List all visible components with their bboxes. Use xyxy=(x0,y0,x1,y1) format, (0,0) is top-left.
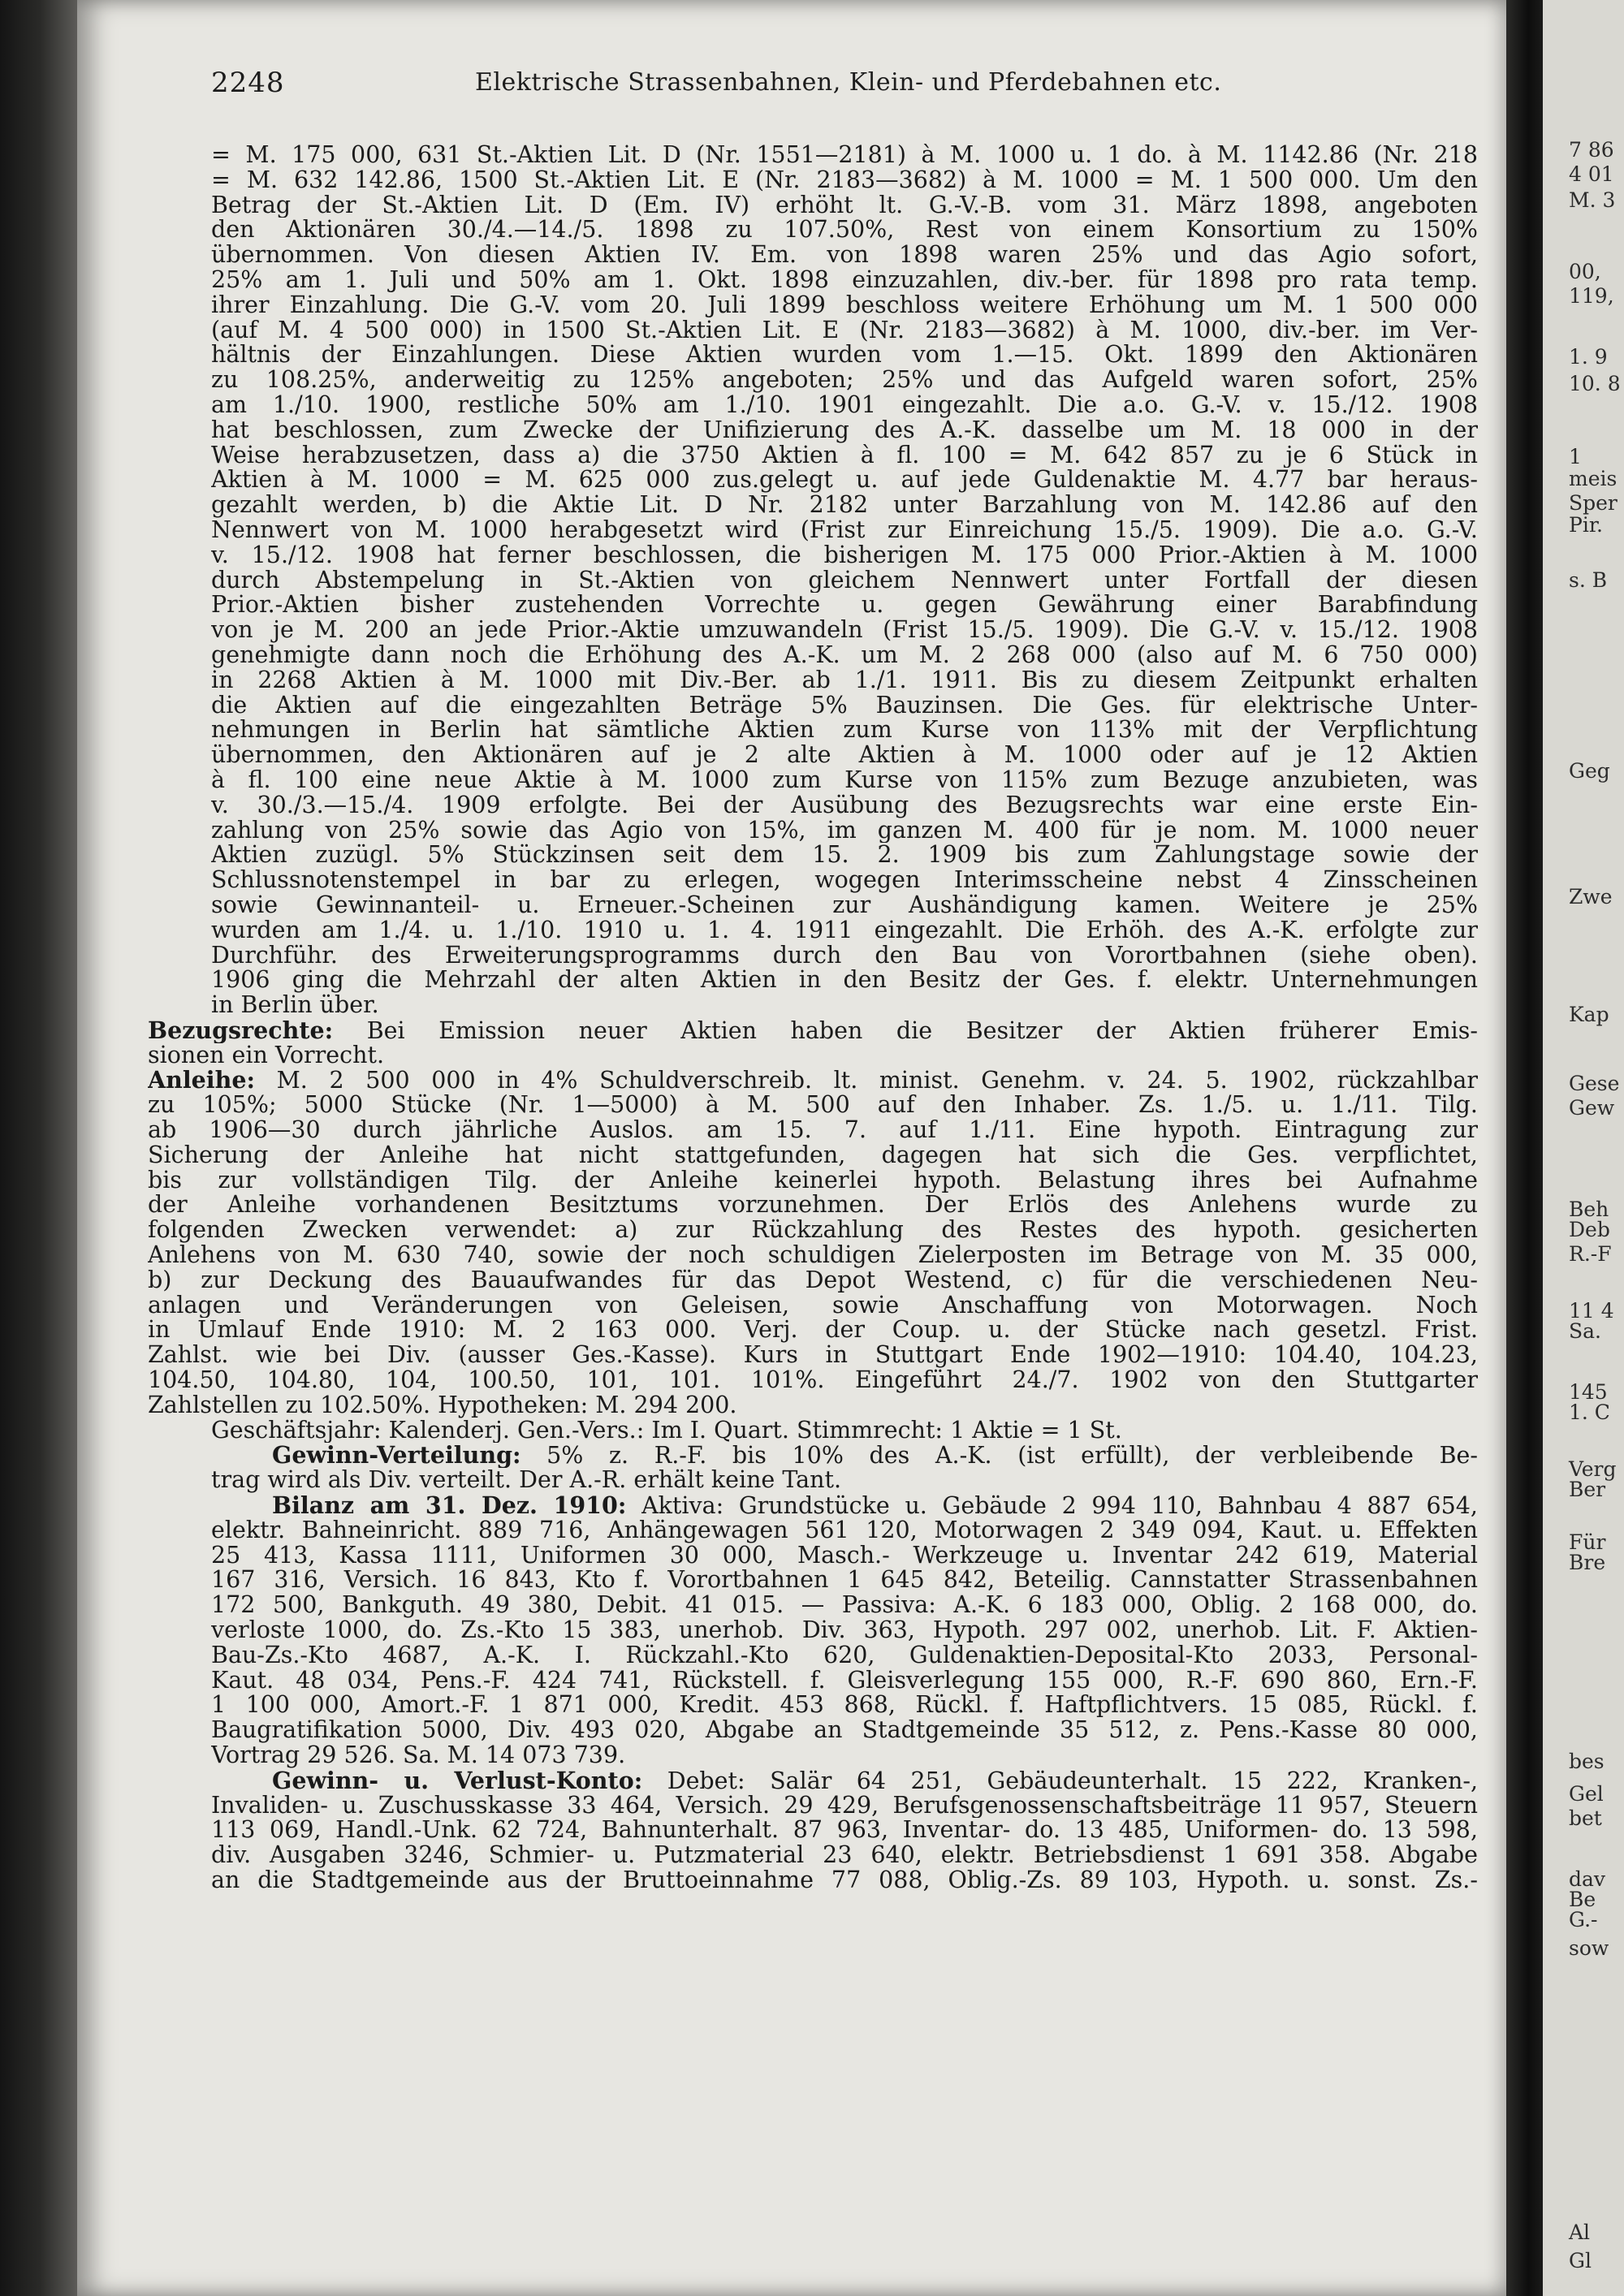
text-line xyxy=(211,843,1478,868)
text-line xyxy=(211,918,1478,943)
text-line xyxy=(211,1868,1478,1893)
line-text: Bei Emission neuer Aktien haben die Besitzer der Aktien früherer Emis- xyxy=(366,1017,1478,1043)
adjacent-page-fragment: Ber xyxy=(1569,1478,1606,1501)
line-text: Anlehens von M. 630 740, sowie der noch schuldigen Zielerposten im Betrage von M. 35 000, xyxy=(148,1243,1478,1268)
line-text: nehmungen in Berlin hat sämtliche Aktien zum Kurse von 113% mit der Verpflichtung xyxy=(211,718,1478,744)
adjacent-page-fragment: Kap xyxy=(1569,1003,1609,1026)
adjacent-page-fragment: 145 xyxy=(1569,1380,1608,1404)
adjacent-page-fragment: Al xyxy=(1569,2220,1591,2244)
text-line xyxy=(211,1543,1478,1569)
line-text: Debet: Salär 64 251, Gebäudeunterhalt. 15 222, Kranken-, xyxy=(667,1767,1478,1793)
line-text: elektr. Bahneinricht. 889 716, Anhängewagen 561 120, Motorwagen 2 349 094, Kaut. u. Effekten xyxy=(211,1517,1478,1543)
text-line xyxy=(211,1593,1478,1618)
line-text: hältnis der Einzahlungen. Diese Aktien wurden vom 1.—15. Okt. 1899 den Aktionären xyxy=(211,343,1478,369)
line-text: Prior.-Aktien bisher zustehenden Vorrechte u. gegen Gewährung einer Barabfindung xyxy=(211,593,1478,619)
line-text: trag wird als Div. verteilt. Der A.-R. erhält keine Tant. xyxy=(211,1468,842,1494)
line-text: durch Abstempelung in St.-Aktien von gleichem Nennwert unter Fortfall der diesen xyxy=(211,568,1478,593)
line-text: 5% z. R.-F. bis 10% des A.-K. (ist erfüllt), der verbleibende Be- xyxy=(546,1443,1478,1469)
line-text: Invaliden- u. Zuschusskasse 33 464, Versich. 29 429, Berufsgenossenschaftsbeiträge 11 957, Steuern xyxy=(211,1793,1478,1819)
text-line xyxy=(211,393,1478,418)
text-line xyxy=(148,1318,1478,1343)
section-gewinn-verteilung xyxy=(211,1443,1478,1493)
text-line xyxy=(211,993,1478,1018)
adjacent-page-fragment: 1. C xyxy=(1569,1400,1610,1424)
adjacent-page-fragment: bet xyxy=(1569,1806,1602,1830)
running-title: Elektrische Strassenbahnen, Klein- und Pferdebahnen etc. xyxy=(475,68,1222,97)
adjacent-page-fragment: 119, xyxy=(1569,284,1614,308)
paragraph xyxy=(211,143,1478,1018)
adjacent-page-fragment: Pir. xyxy=(1569,513,1603,537)
section-label: Bezugsrechte: xyxy=(148,1017,334,1043)
line-text: genehmigte dann noch die Erhöhung des A.-K. um M. 2 268 000 (also auf M. 6 750 000) xyxy=(211,642,1478,668)
line-text: 25 413, Kassa 1111, Uniformen 30 000, Masch.- Werkzeuge u. Inventar 242 619, Material xyxy=(211,1543,1478,1569)
text-line xyxy=(211,268,1478,293)
line-text: 1906 ging die Mehrzahl der alten Aktien in den Besitz der Ges. f. elektr. Unternehmungen xyxy=(211,968,1478,994)
line-text: von je M. 200 an jede Prior.-Aktie umzuwandeln (Frist 15./5. 1909). Die G.-V. v. 15./12. 1908 xyxy=(211,618,1478,643)
line-text: zu 108.25%, anderweitig zu 125% angeboten; 25% und das Aufgeld waren sofort, 25% xyxy=(211,368,1478,393)
text-line xyxy=(211,1693,1478,1718)
adjacent-page-fragment: R.-F xyxy=(1569,1242,1612,1266)
adjacent-page-fragment: G.- xyxy=(1569,1908,1598,1931)
paragraph xyxy=(211,1418,1478,1444)
text-line xyxy=(211,1718,1478,1743)
page-header xyxy=(134,67,1474,107)
text-line xyxy=(211,568,1478,593)
line-text: 1 100 000, Amort.-F. 1 871 000, Kredit. 453 868, Rückl. f. Haftpflichtvers. 15 085, Rückl. f. xyxy=(211,1693,1478,1719)
text-line xyxy=(148,1343,1478,1368)
adjacent-page-fragment: Gew xyxy=(1569,1096,1615,1120)
line-text: Aktiva: Grundstücke u. Gebäude 2 994 110, Bahnbau 4 887 654, xyxy=(641,1493,1478,1518)
adjacent-page-fragment: meis xyxy=(1569,467,1618,490)
line-text: folgenden Zwecken verwendet: a) zur Rückzahlung des Restes des hypoth. gesicherten xyxy=(148,1218,1478,1244)
line-text: sionen ein Vorrecht. xyxy=(148,1042,384,1068)
adjacent-page-fragment: Deb xyxy=(1569,1218,1610,1241)
line-text: bis zur vollständigen Tilg. der Anleihe keinerlei hypoth. Belastung ihres bei Aufnahme xyxy=(148,1167,1478,1193)
line-text: 167 316, Versich. 16 843, Kto f. Vorortbahnen 1 645 842, Beteilig. Cannstatter Strassenbahnen xyxy=(211,1568,1478,1594)
section-label: Gewinn- u. Verlust-Konto: xyxy=(272,1767,643,1793)
text-line xyxy=(211,1568,1478,1593)
text-line xyxy=(211,668,1478,693)
adjacent-page-fragment: dav xyxy=(1569,1867,1606,1891)
line-text: 25% am 1. Juli und 50% am 1. Okt. 1898 einzuzahlen, div.-ber. für 1898 pro rata temp. xyxy=(211,267,1478,293)
line-text: M. 2 500 000 in 4% Schuldverschreib. lt. minist. Genehm. v. 24. 5. 1902, rückzahlbar xyxy=(276,1068,1478,1094)
text-line xyxy=(211,1493,1478,1518)
adjacent-page-fragment: Gese xyxy=(1569,1072,1620,1095)
text-line xyxy=(148,1143,1478,1168)
section-anleihe xyxy=(148,1068,1478,1418)
adjacent-page-fragment: Bre xyxy=(1569,1551,1606,1574)
line-text: 172 500, Bankguth. 49 380, Debit. 41 015. — Passiva: A.-K. 6 183 000, Oblig. 2 168 000, do. xyxy=(211,1593,1478,1619)
line-text: Kaut. 48 034, Pens.-F. 424 741, Rückstell. f. Gleisverlegung 155 000, R.-F. 690 860, Ern.-F. xyxy=(211,1668,1478,1694)
adjacent-page-fragment: Sa. xyxy=(1569,1319,1601,1343)
text-line xyxy=(211,1793,1478,1819)
line-text: Zahlstellen zu 102.50%. Hypotheken: M. 294 200. xyxy=(148,1392,737,1418)
line-text: à fl. 100 eine neue Aktie à M. 1000 zum Kurse von 115% zum Bezuge anzubieten, was xyxy=(211,767,1478,793)
text-line xyxy=(148,1368,1478,1393)
text-line xyxy=(211,643,1478,668)
line-text: der Anleihe vorhandenen Besitztums vorzunehmen. Der Erlös des Anlehens wurde zu xyxy=(148,1193,1478,1219)
adjacent-page-fragment: 10. 8 xyxy=(1569,372,1621,395)
line-text: = M. 175 000, 631 St.-Aktien Lit. D (Nr. 1551—2181) à M. 1000 u. 1 do. à M. 1142.86 (Nr. 218 xyxy=(211,143,1478,168)
line-text: Sicherung der Anleihe hat nicht stattgefunden, dagegen hat sich die Ges. verpflichtet, xyxy=(148,1142,1478,1168)
text-line xyxy=(211,718,1478,743)
line-text: b) zur Deckung des Bauaufwandes für das Depot Westend, c) für die verschiedenen Neu- xyxy=(148,1267,1478,1293)
line-text: Zahlst. wie bei Div. (ausser Ges.-Kasse). Kurs in Stuttgart Ende 1902—1910: 104.40, 104.23, xyxy=(148,1343,1478,1369)
adjacent-page-fragment: Gel xyxy=(1569,1782,1604,1806)
line-text: in 2268 Aktien à M. 1000 mit Div.-Ber. ab 1./1. 1911. Bis zu diesem Zeitpunkt erhalten xyxy=(211,667,1478,693)
text-line xyxy=(148,1193,1478,1218)
adjacent-page-fragment: 7 86 xyxy=(1569,138,1614,162)
line-text: sowie Gewinnanteil- u. Erneuer.-Scheinen zur Aushändigung kamen. Weitere je 25% xyxy=(211,892,1478,918)
line-text: übernommen. Von diesen Aktien IV. Em. von 1898 waren 25% und das Agio sofort, xyxy=(211,243,1478,268)
text-line xyxy=(148,1243,1478,1268)
adjacent-page-fragment: sow xyxy=(1569,1936,1609,1960)
line-text: 104.50, 104.80, 104, 100.50, 101, 101. 101%. Eingeführt 24./7. 1902 von den Stuttgarter xyxy=(148,1368,1478,1393)
line-text: Geschäftsjahr: Kalenderj. Gen.-Vers.: Im I. Quart. Stimmrecht: 1 Aktie = 1 St. xyxy=(211,1418,1122,1444)
line-text: in Umlauf Ende 1910: M. 2 163 000. Verj. der Coup. u. der Stücke nach gesetzl. Frist. xyxy=(148,1318,1478,1344)
adjacent-page-fragment: Gl xyxy=(1569,2249,1592,2272)
adjacent-page-fragment: 00, xyxy=(1569,260,1601,283)
text-line xyxy=(148,1218,1478,1243)
line-text: zu 105%; 5000 Stücke (Nr. 1—5000) à M. 500 auf den Inhaber. Zs. 1./5. u. 1./11. Tilg. xyxy=(148,1093,1478,1119)
text-line xyxy=(148,1118,1478,1143)
line-text: Betrag der St.-Aktien Lit. D (Em. IV) erhöht lt. G.-V.-B. vom 31. März 1898, angeboten xyxy=(211,192,1478,218)
text-line xyxy=(211,1618,1478,1643)
section-bilanz-am-31-dez-1910 xyxy=(211,1493,1478,1768)
text-line xyxy=(211,868,1478,893)
line-text: die Aktien auf die eingezahlten Beträge 5% Bauzinsen. Die Ges. für elektrische Unter- xyxy=(211,693,1478,719)
text-line xyxy=(211,318,1478,343)
line-text: Durchführ. des Erweiterungsprogramms durch den Bau von Vorortbahnen (siehe oben). xyxy=(211,943,1478,969)
text-line xyxy=(211,543,1478,568)
adjacent-page-fragment: M. 3 xyxy=(1569,188,1616,212)
line-text: den Aktionären 30./4.—14./5. 1898 zu 107.50%, Rest von einem Konsortium zu 150% xyxy=(211,218,1478,244)
text-line xyxy=(148,1093,1478,1118)
book-binding-edge xyxy=(0,0,89,2296)
section-label: Gewinn-Verteilung: xyxy=(272,1443,521,1469)
text-line xyxy=(211,443,1478,468)
adjacent-page-fragment: Zwe xyxy=(1569,885,1613,908)
adjacent-page-fragment: 11 4 xyxy=(1569,1299,1614,1323)
text-line xyxy=(211,1768,1478,1793)
adjacent-page-fragment: 1. 9 xyxy=(1569,345,1608,369)
adjacent-page-fragment: 1 xyxy=(1569,445,1582,468)
page-number: 2248 xyxy=(211,67,285,99)
text-line xyxy=(211,968,1478,993)
text-line xyxy=(148,1393,1478,1418)
adjacent-page-fragment: Für xyxy=(1569,1530,1606,1554)
text-line xyxy=(211,1643,1478,1668)
line-text: Bau-Zs.-Kto 4687, A.-K. I. Rückzahl.-Kto 620, Guldenaktien-Deposital-Kto 2033, Personal- xyxy=(211,1642,1478,1668)
text-line xyxy=(211,143,1478,168)
text-line xyxy=(211,818,1478,844)
text-line xyxy=(211,943,1478,969)
text-line xyxy=(211,193,1478,218)
line-text: Vortrag 29 526. Sa. M. 14 073 739. xyxy=(211,1743,626,1768)
line-text: gezahlt werden, b) die Aktie Lit. D Nr. 2182 unter Barzahlung von M. 142.86 auf den xyxy=(211,493,1478,518)
text-line xyxy=(211,168,1478,193)
text-line xyxy=(211,593,1478,618)
line-text: Nennwert von M. 1000 herabgesetzt wird (Frist zur Einreichung 15./5. 1909). Die a.o. G.-V. xyxy=(211,517,1478,543)
adjacent-page-fragment: 4 01 xyxy=(1569,162,1614,186)
line-text: (auf M. 4 500 000) in 1500 St.-Aktien Lit. E (Nr. 2183—3682) à M. 1000, div.-ber. im Ver- xyxy=(211,317,1478,343)
line-text: übernommen, den Aktionären auf je 2 alte Aktien à M. 1000 oder auf je 12 Aktien xyxy=(211,743,1478,768)
line-text: Aktien à M. 1000 = M. 625 000 zus.gelegt u. auf jede Guldenaktie M. 4.77 bar heraus- xyxy=(211,468,1478,494)
adjacent-page-fragment: Be xyxy=(1569,1888,1596,1911)
adjacent-page-fragment: Beh xyxy=(1569,1198,1609,1221)
line-text: in Berlin über. xyxy=(211,993,379,1018)
text-line xyxy=(148,1293,1478,1318)
line-text: hat beschlossen, zum Zwecke der Unifizierung des A.-K. dasselbe um M. 18 000 in der xyxy=(211,417,1478,443)
line-text: ab 1906—30 durch jährliche Auslos. am 15. 7. auf 1./11. Eine hypoth. Eintragung zur xyxy=(148,1118,1478,1143)
line-text: an die Stadtgemeinde aus der Bruttoeinnahme 77 088, Oblig.-Zs. 89 103, Hypoth. u. sonst. Zs.- xyxy=(211,1867,1478,1893)
text-line xyxy=(211,243,1478,268)
line-text: verloste 1000, do. Zs.-Kto 15 383, unerhob. Div. 363, Hypoth. 297 002, unerhob. Lit. F. Aktien- xyxy=(211,1618,1478,1643)
text-line xyxy=(211,618,1478,643)
line-text: div. Ausgaben 3246, Schmier- u. Putzmaterial 23 640, elektr. Betriebsdienst 1 691 358. Abgabe xyxy=(211,1843,1478,1868)
section-label: Bilanz am 31. Dez. 1910: xyxy=(272,1493,627,1518)
text-line xyxy=(211,368,1478,393)
section-gewinn-u-verlust-konto xyxy=(211,1768,1478,1893)
line-text: wurden am 1./4. u. 1./10. 1910 u. 1. 4. 1911 eingezahlt. Die Erhöh. des A.-K. erfolgte zur xyxy=(211,917,1478,943)
section-label: Anleihe: xyxy=(148,1068,255,1094)
text-line xyxy=(211,1818,1478,1843)
text-line xyxy=(148,1268,1478,1293)
text-line xyxy=(211,1668,1478,1694)
line-text: zahlung von 25% sowie das Agio von 15%, im ganzen M. 400 für je nom. M. 1000 neuer xyxy=(211,818,1478,844)
line-text: anlagen und Veränderungen von Geleisen, sowie Anschaffung von Motorwagen. Noch xyxy=(148,1293,1478,1318)
text-line xyxy=(148,1068,1478,1093)
text-line xyxy=(211,1418,1478,1444)
text-line xyxy=(211,893,1478,918)
text-line xyxy=(211,218,1478,243)
line-text: 113 069, Handl.-Unk. 62 724, Bahnunterhalt. 87 963, Inventar- do. 13 485, Uniformen- do. 13 598, xyxy=(211,1818,1478,1844)
text-line xyxy=(211,768,1478,793)
text-line xyxy=(148,1168,1478,1193)
text-line xyxy=(211,343,1478,368)
line-text: Schlussnotenstempel in bar zu erlegen, wogegen Interimsscheine nebst 4 Zinsscheinen xyxy=(211,868,1478,893)
text-line xyxy=(211,1518,1478,1543)
text-line xyxy=(211,293,1478,318)
text-line xyxy=(148,1018,1478,1043)
line-text: am 1./10. 1900, restliche 50% am 1./10. 1901 eingezahlt. Die a.o. G.-V. v. 15./12. 1908 xyxy=(211,392,1478,418)
text-line xyxy=(211,693,1478,719)
text-line xyxy=(148,1043,1478,1068)
line-text: v. 30./3.—15./4. 1909 erfolgte. Bei der Ausübung des Bezugsrechts war eine erste Ein- xyxy=(211,792,1478,818)
adjacent-page-strip xyxy=(1543,0,1624,2296)
text-line xyxy=(211,1443,1478,1468)
adjacent-page-fragment: Sper xyxy=(1569,491,1618,515)
text-line xyxy=(211,793,1478,818)
adjacent-page-fragment: Geg xyxy=(1569,759,1610,783)
text-line xyxy=(211,493,1478,518)
book-gutter xyxy=(1506,0,1543,2296)
body-text xyxy=(148,143,1478,1893)
line-text: v. 15./12. 1908 hat ferner beschlossen, die bisherigen M. 175 000 Prior.-Aktien à M. 1000 xyxy=(211,542,1478,568)
line-text: Weise herabzusetzen, dass a) die 3750 Aktien à fl. 100 = M. 642 857 zu je 6 Stück in xyxy=(211,442,1478,468)
section-bezugsrechte xyxy=(148,1017,1478,1068)
line-text: = M. 632 142.86, 1500 St.-Aktien Lit. E (Nr. 2183—3682) à M. 1000 = M. 1 500 000. Um den xyxy=(211,167,1478,193)
text-line xyxy=(211,518,1478,543)
text-line xyxy=(211,1843,1478,1868)
adjacent-page-fragment: s. B xyxy=(1569,568,1608,592)
text-line xyxy=(211,1468,1478,1493)
line-text: Baugratifikation 5000, Div. 493 020, Abgabe an Stadtgemeinde 35 512, z. Pens.-Kasse 80 000, xyxy=(211,1718,1478,1743)
line-text: Aktien zuzügl. 5% Stückzinsen seit dem 15. 2. 1909 bis zum Zahlungstage sowie der xyxy=(211,843,1478,869)
adjacent-page-fragment: Verg xyxy=(1569,1457,1617,1481)
line-text: ihrer Einzahlung. Die G.-V. vom 20. Juli 1899 beschloss weitere Erhöhung um M. 1 500 000 xyxy=(211,292,1478,318)
text-line xyxy=(211,1743,1478,1768)
text-line xyxy=(211,418,1478,443)
text-line xyxy=(211,743,1478,768)
text-line xyxy=(211,468,1478,493)
adjacent-page-fragment: bes xyxy=(1569,1750,1605,1773)
